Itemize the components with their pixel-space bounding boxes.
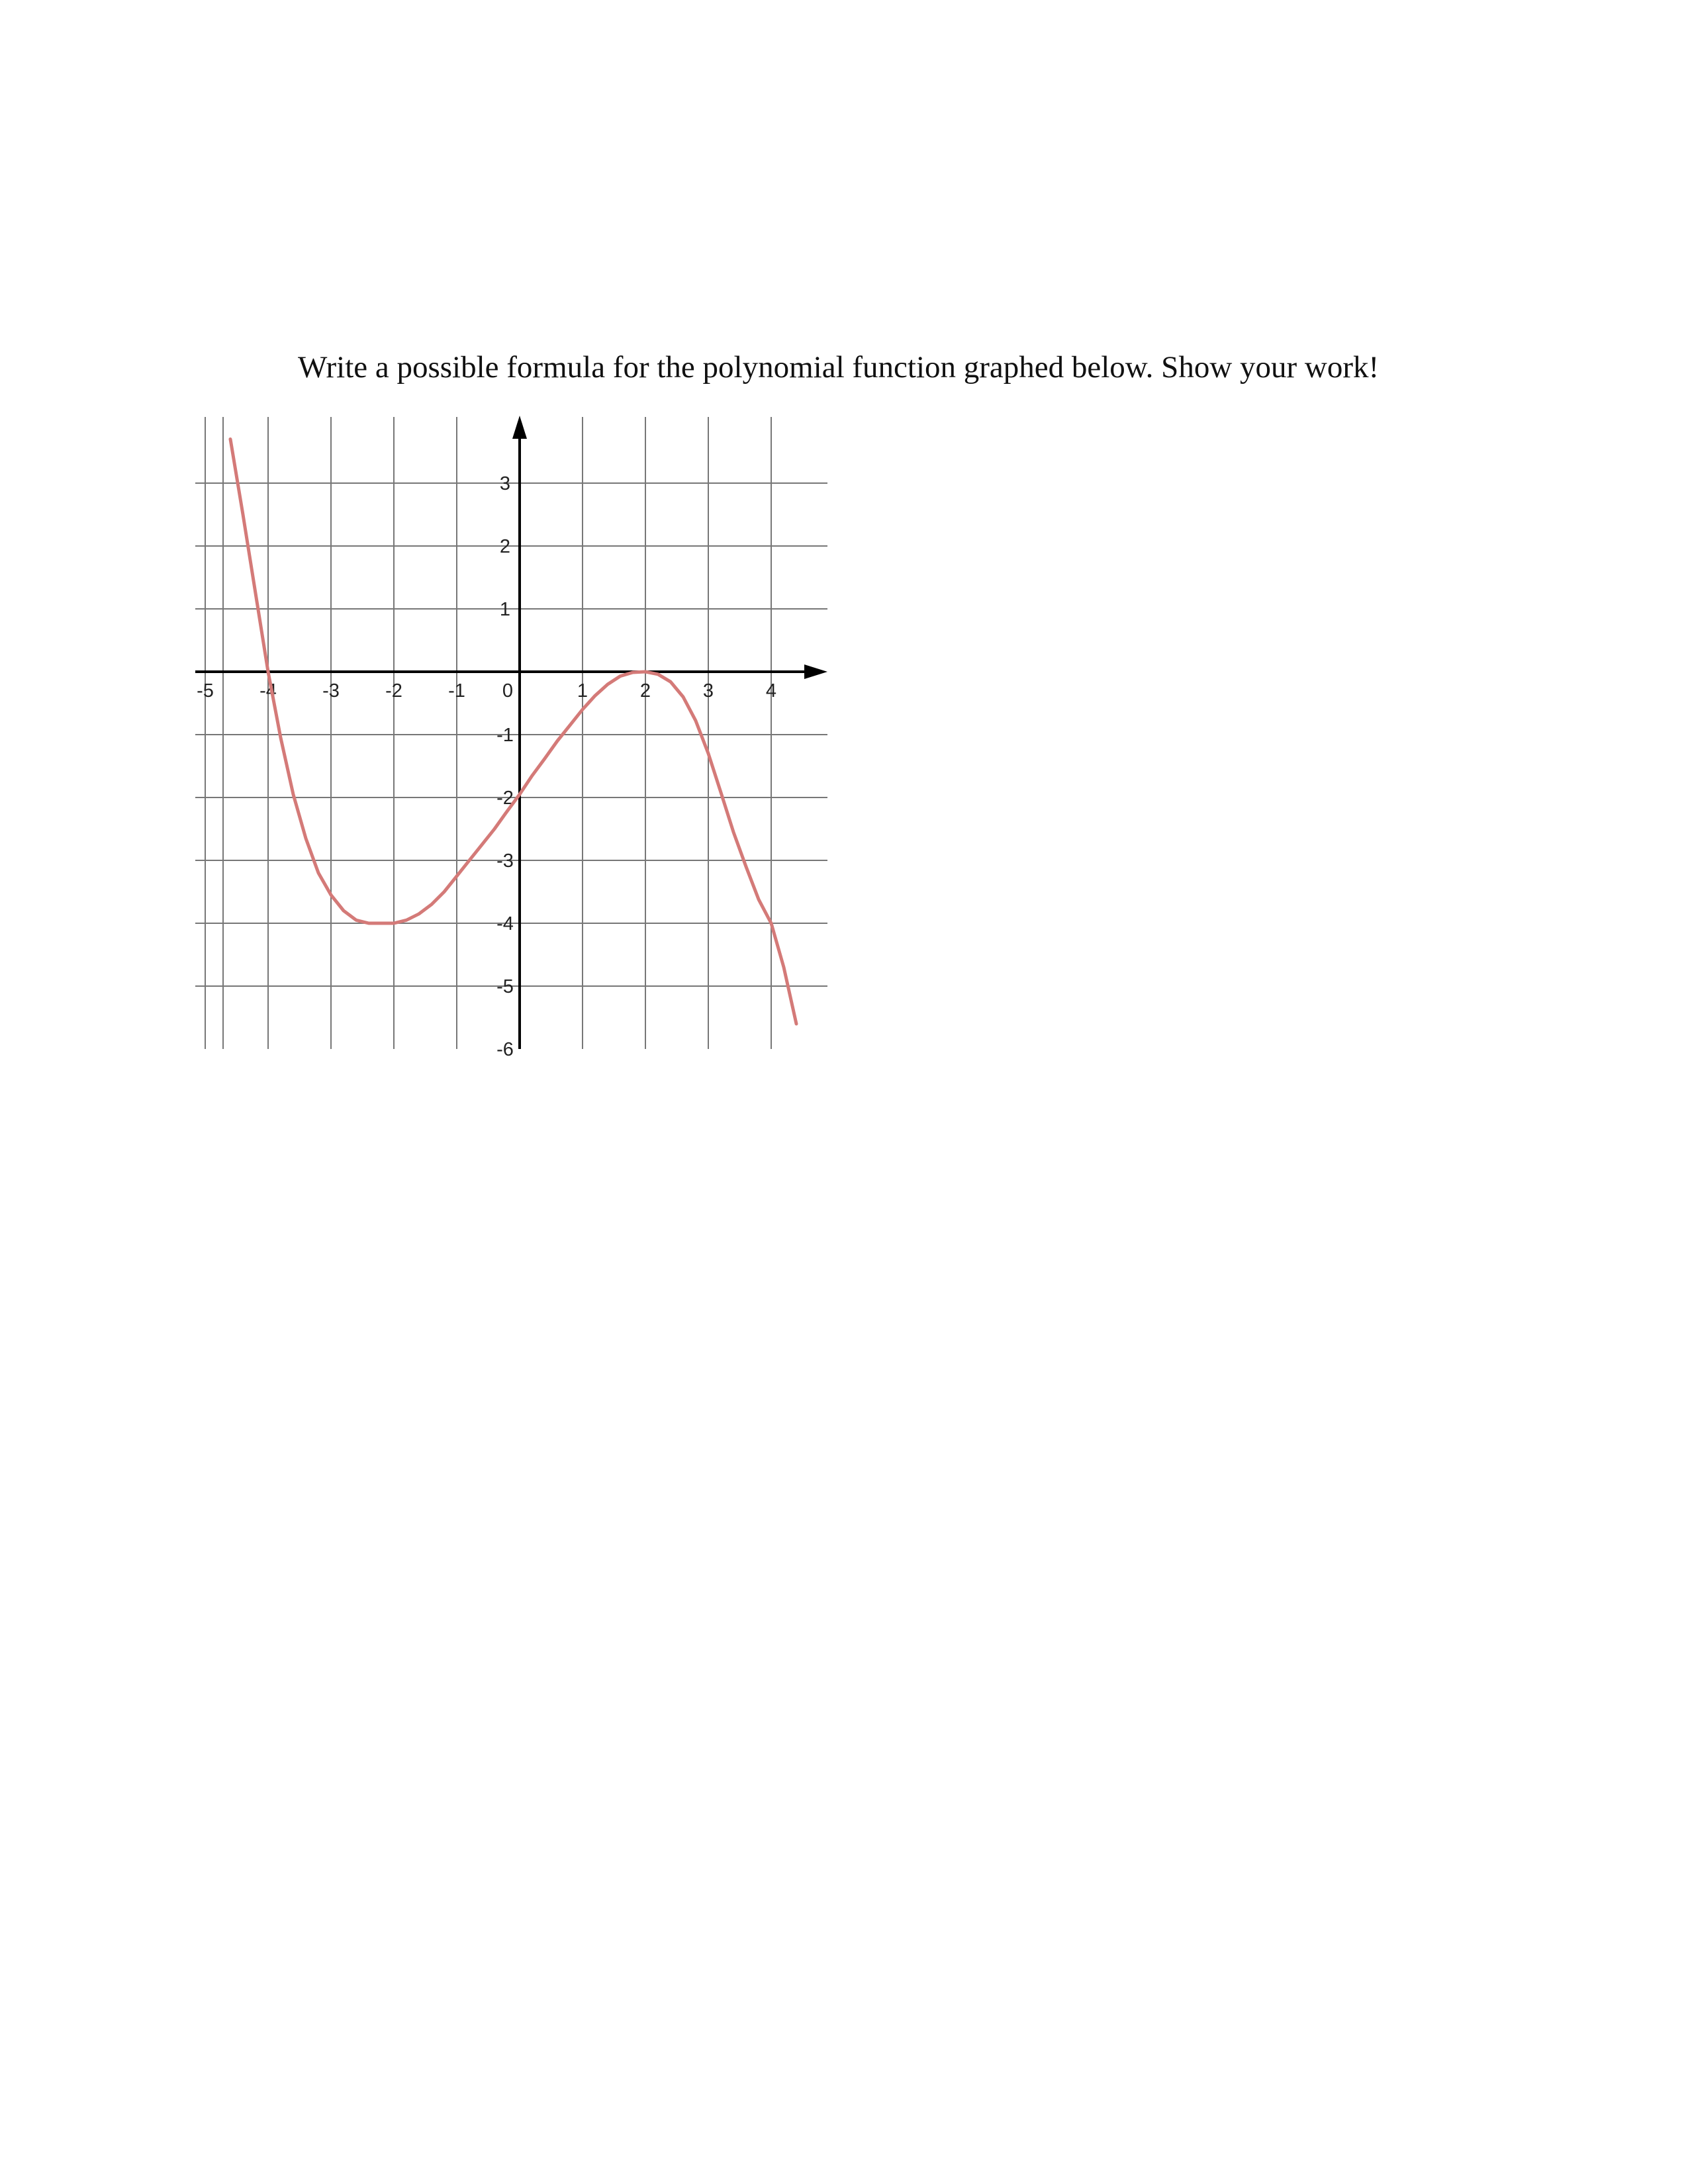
y-tick-label: -4 bbox=[496, 913, 514, 934]
x-axis-arrowhead bbox=[804, 664, 827, 679]
x-tick-label: 2 bbox=[639, 680, 651, 702]
x-tick-label: -3 bbox=[322, 680, 340, 702]
x-tick-label: -2 bbox=[385, 680, 402, 702]
x-tick-label: 1 bbox=[577, 680, 588, 702]
y-tick-label: 3 bbox=[499, 473, 511, 494]
x-tick-labels bbox=[197, 680, 776, 702]
x-tick-label: 4 bbox=[765, 680, 777, 702]
y-tick-labels bbox=[496, 473, 514, 1060]
x-tick-label: -5 bbox=[197, 680, 214, 702]
x-tick-label: 3 bbox=[702, 680, 714, 702]
vertical-grid-lines bbox=[205, 417, 771, 1049]
y-tick-label: -2 bbox=[496, 788, 514, 809]
y-tick-label: -6 bbox=[496, 1039, 514, 1060]
worksheet-prompt: Write a possible formula for the polynomial function graphed below. Show your work! bbox=[298, 350, 1380, 385]
x-tick-label: -1 bbox=[448, 680, 465, 702]
y-tick-label: -3 bbox=[496, 850, 514, 872]
y-tick-label: 2 bbox=[499, 536, 511, 557]
y-tick-label: 1 bbox=[499, 599, 511, 620]
y-tick-label: -5 bbox=[496, 976, 514, 997]
y-tick-label: -1 bbox=[496, 725, 514, 746]
y-axis-arrowhead bbox=[512, 416, 527, 439]
x-tick-label: -4 bbox=[259, 680, 277, 702]
x-tick-label: 0 bbox=[502, 680, 514, 702]
